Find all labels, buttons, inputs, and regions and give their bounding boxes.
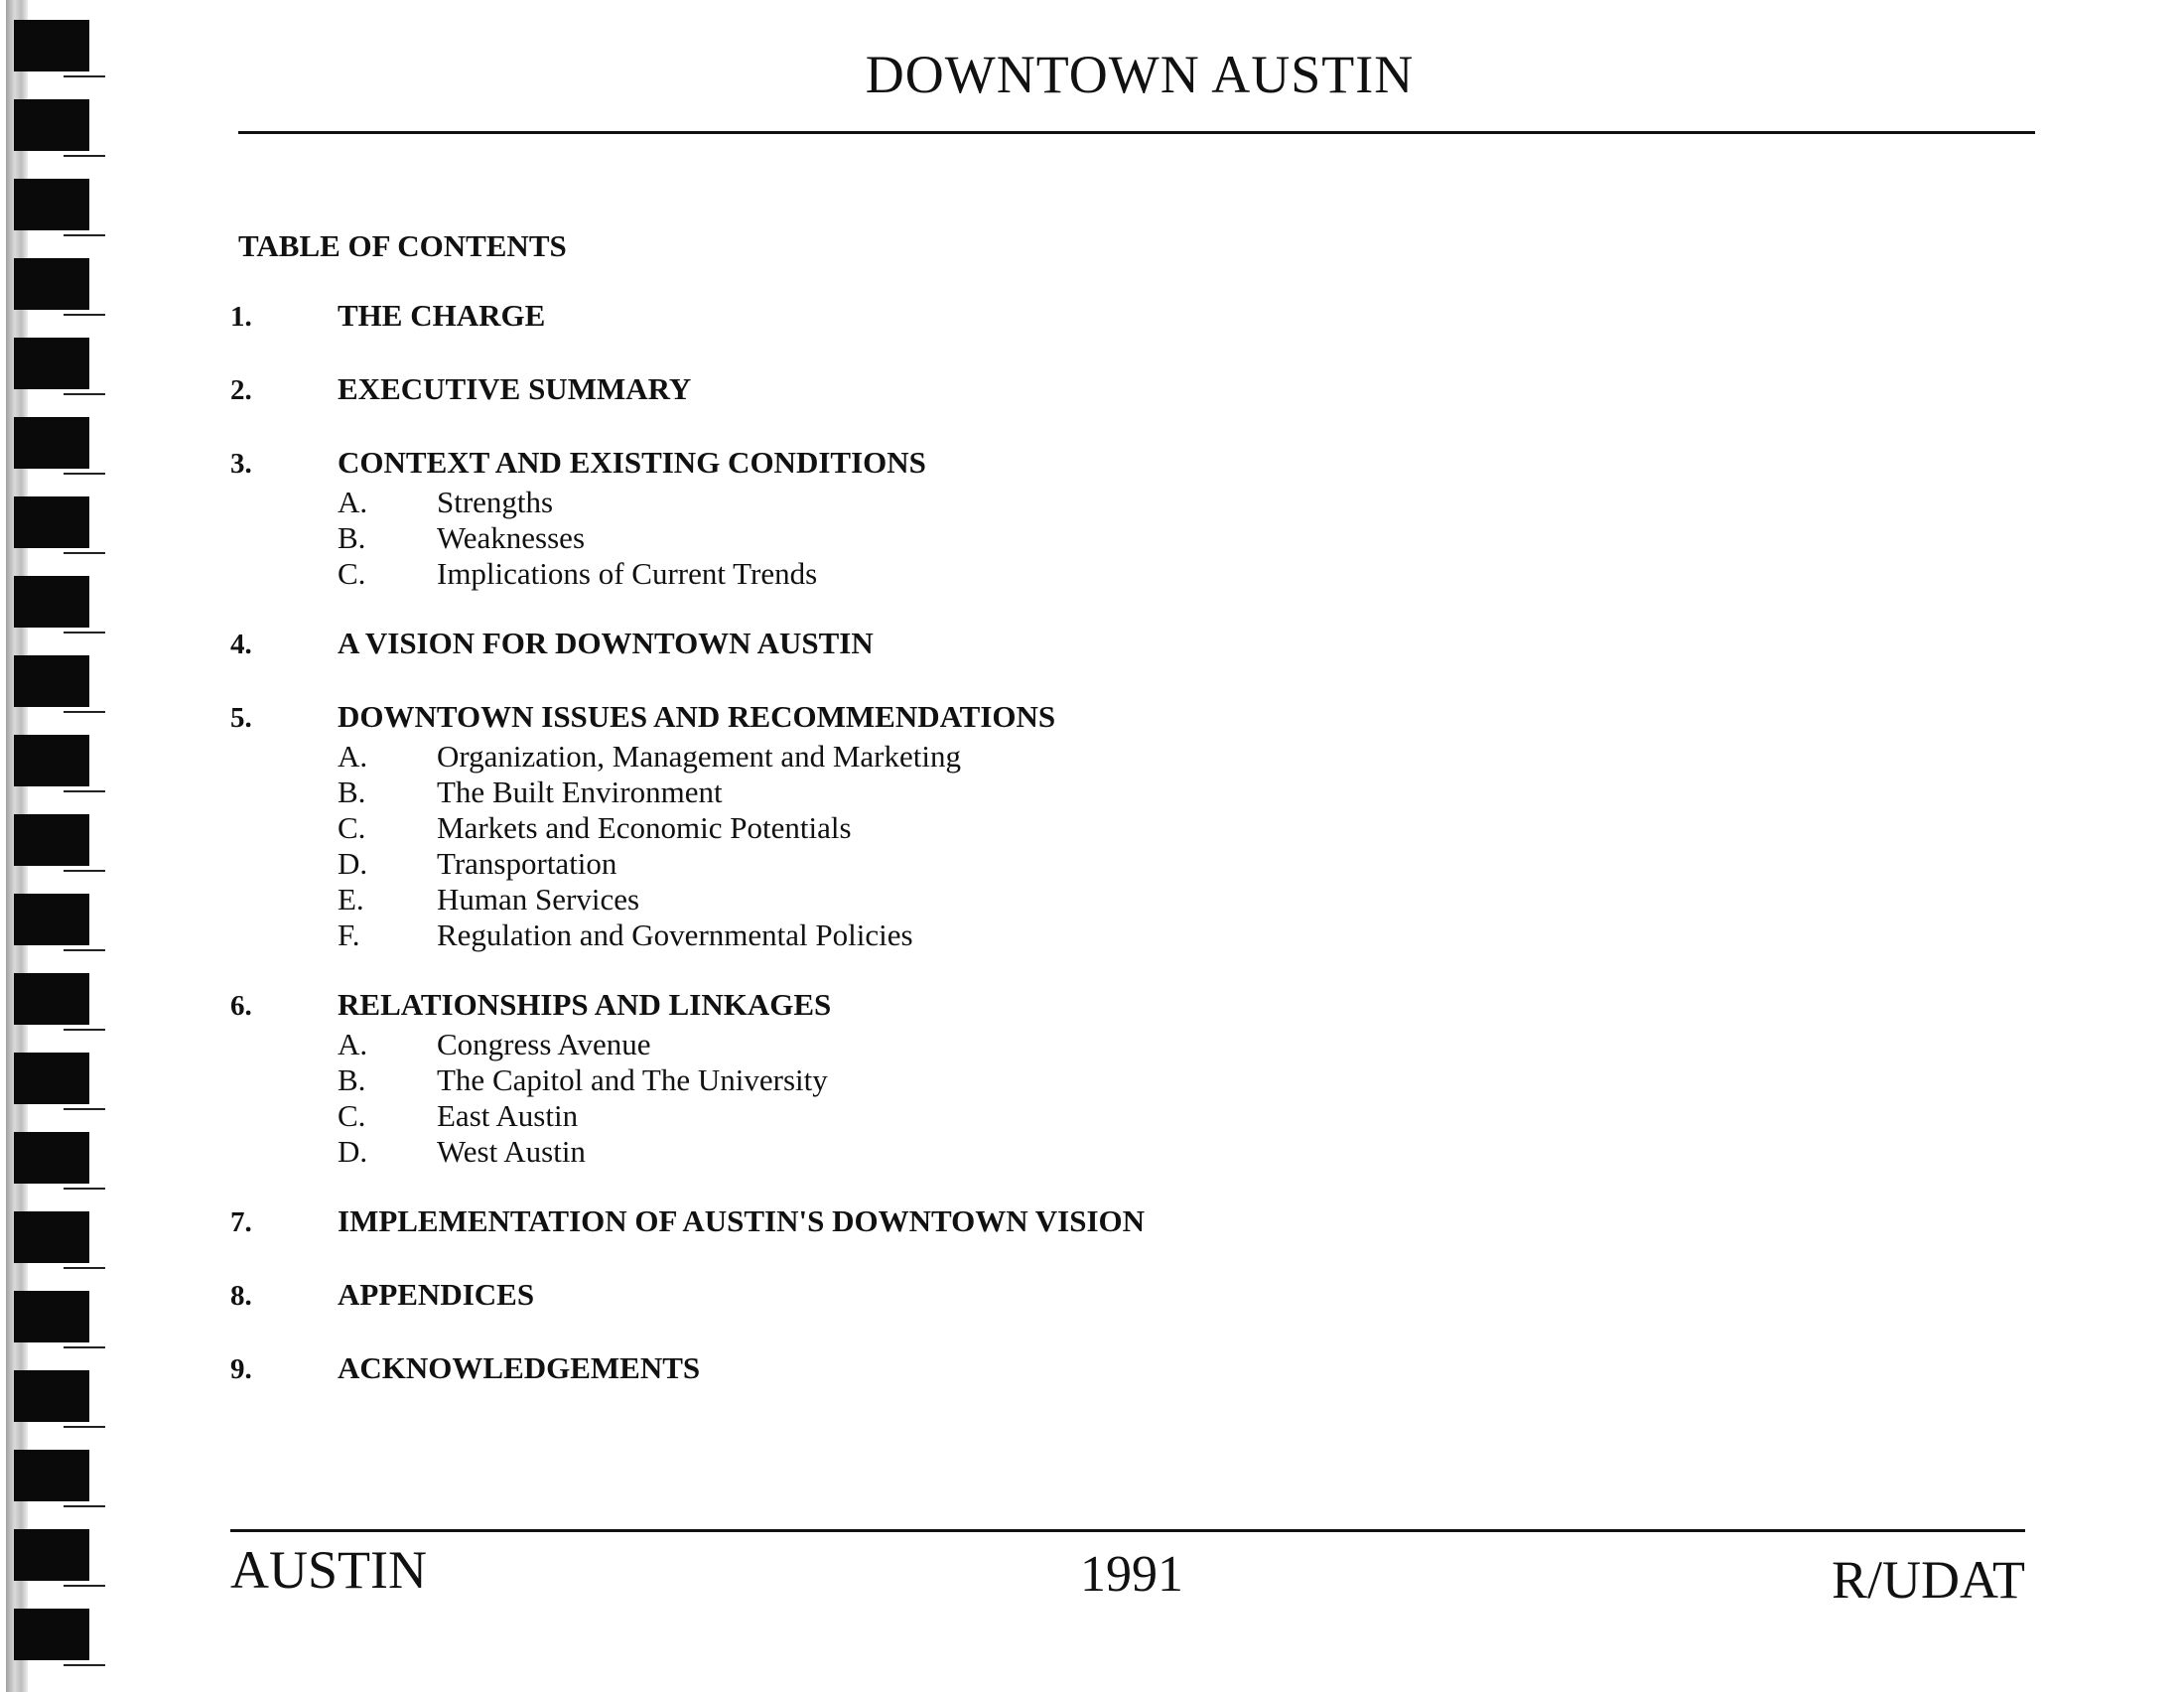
binding-hole <box>14 1370 89 1422</box>
binding-hole <box>14 258 89 310</box>
binding-hole <box>14 338 89 389</box>
binding-hole <box>14 1291 89 1342</box>
section-number: 3. <box>230 448 252 480</box>
header-rule <box>238 131 2035 134</box>
subsection-title: The Capitol and The University <box>437 1062 828 1097</box>
toc-section-row <box>230 1203 1521 1243</box>
toc-section <box>230 1350 1521 1390</box>
section-number: 8. <box>230 1280 252 1312</box>
toc-subsection-row <box>230 775 1521 810</box>
binding-hole <box>14 1450 89 1501</box>
toc-subsection-row <box>230 1062 1521 1098</box>
subsection-title: Organization, Management and Marketing <box>437 739 961 774</box>
toc-section-row <box>230 626 1521 665</box>
binding-hole <box>14 417 89 469</box>
subsection-letter: C. <box>338 810 366 845</box>
subsection-letter: C. <box>338 556 366 591</box>
subsection-letter: C. <box>338 1098 366 1133</box>
binding-hole <box>14 576 89 628</box>
subsection-letter: B. <box>338 775 366 809</box>
toc-section <box>230 298 1521 338</box>
toc-section <box>230 626 1521 665</box>
section-number: 1. <box>230 301 252 333</box>
subsection-letter: B. <box>338 520 366 555</box>
footer-city: AUSTIN <box>230 1540 427 1600</box>
toc-subsection-row <box>230 882 1521 917</box>
binding-hole <box>14 1529 89 1581</box>
subsection-title: Implications of Current Trends <box>437 556 818 591</box>
subsection-letter: E. <box>338 882 364 916</box>
toc-section <box>230 1277 1521 1317</box>
toc-heading: TABLE OF CONTENTS <box>238 228 567 263</box>
subsection-title: Congress Avenue <box>437 1027 651 1061</box>
section-title: IMPLEMENTATION OF AUSTIN'S DOWNTOWN VISION <box>338 1203 1146 1238</box>
subsection-title: Transportation <box>437 846 617 881</box>
toc-section-row <box>230 298 1521 338</box>
section-number: 7. <box>230 1206 252 1238</box>
toc-subsection-row <box>230 1098 1521 1134</box>
binding-hole <box>14 1609 89 1660</box>
section-title: THE CHARGE <box>338 298 546 333</box>
footer-year: 1991 <box>1080 1546 1183 1603</box>
subsection-letter: A. <box>338 1027 368 1061</box>
toc-section-row <box>230 371 1521 411</box>
binding-hole <box>14 655 89 707</box>
binding-hole <box>14 814 89 866</box>
toc-subsection-row <box>230 520 1521 556</box>
toc-section <box>230 371 1521 411</box>
toc-subsection-row <box>230 1027 1521 1062</box>
binding-hole <box>14 894 89 945</box>
section-number: 2. <box>230 374 252 406</box>
subsection-letter: A. <box>338 739 368 774</box>
section-number: 4. <box>230 629 252 660</box>
section-title: APPENDICES <box>338 1277 535 1312</box>
toc-section <box>230 987 1521 1170</box>
toc-section-row <box>230 987 1521 1027</box>
table-of-contents <box>230 298 1521 1424</box>
toc-section-row <box>230 699 1521 739</box>
section-title: EXECUTIVE SUMMARY <box>338 371 692 406</box>
subsection-title: Weaknesses <box>437 520 586 555</box>
binding-hole <box>14 1132 89 1184</box>
binding-hole <box>14 1211 89 1263</box>
toc-section-row <box>230 1350 1521 1390</box>
section-title: A VISION FOR DOWNTOWN AUSTIN <box>338 626 874 660</box>
binding-hole <box>14 1053 89 1104</box>
section-title: ACKNOWLEDGEMENTS <box>338 1350 701 1385</box>
toc-subsection-row <box>230 1134 1521 1170</box>
footer-rule <box>230 1529 2025 1532</box>
subsection-title: West Austin <box>437 1134 586 1169</box>
binding-hole <box>14 973 89 1025</box>
toc-section-row <box>230 445 1521 485</box>
subsection-title: Markets and Economic Potentials <box>437 810 852 845</box>
subsection-letter: A. <box>338 485 368 519</box>
section-number: 5. <box>230 702 252 734</box>
subsection-letter: D. <box>338 846 368 881</box>
binding-hole <box>14 496 89 548</box>
section-title: CONTEXT AND EXISTING CONDITIONS <box>338 445 926 480</box>
subsection-title: Human Services <box>437 882 640 916</box>
section-number: 6. <box>230 990 252 1022</box>
toc-section <box>230 445 1521 592</box>
subsection-letter: F. <box>338 917 360 952</box>
toc-subsection-row <box>230 917 1521 953</box>
toc-section <box>230 699 1521 953</box>
toc-section <box>230 1203 1521 1243</box>
toc-subsection-row <box>230 556 1521 592</box>
subsection-letter: B. <box>338 1062 366 1097</box>
section-number: 9. <box>230 1353 252 1385</box>
toc-subsection-row <box>230 846 1521 882</box>
subsection-title: Regulation and Governmental Policies <box>437 917 913 952</box>
subsection-title: East Austin <box>437 1098 579 1133</box>
subsection-title: Strengths <box>437 485 554 519</box>
binding-hole <box>14 99 89 151</box>
section-title: RELATIONSHIPS AND LINKAGES <box>338 987 832 1022</box>
subsection-letter: D. <box>338 1134 368 1169</box>
binding-hole <box>14 735 89 786</box>
toc-section-row <box>230 1277 1521 1317</box>
toc-subsection-row <box>230 810 1521 846</box>
footer-organization: R/UDAT <box>1831 1550 2025 1610</box>
toc-subsection-row <box>230 485 1521 520</box>
binding-hole <box>14 179 89 230</box>
page-title-text: DOWNTOWN AUSTIN <box>865 45 1415 104</box>
toc-subsection-row <box>230 739 1521 775</box>
section-title: DOWNTOWN ISSUES AND RECOMMENDATIONS <box>338 699 1056 734</box>
subsection-title: The Built Environment <box>437 775 723 809</box>
page-title <box>0 44 2184 105</box>
spiral-binding <box>0 0 99 1692</box>
